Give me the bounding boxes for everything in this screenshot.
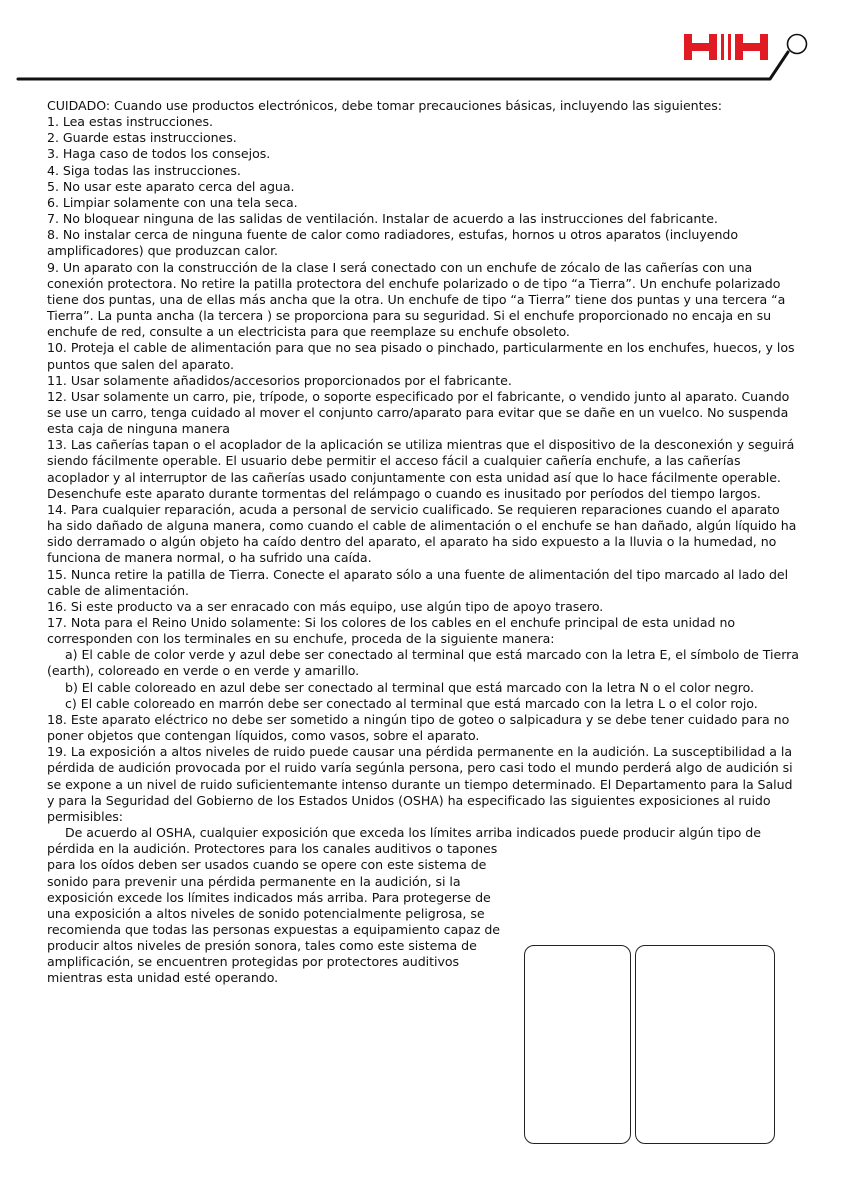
list-item: 16. Si este producto va a ser enracado con más equipo, use algún tipo de apoyo trasero. [47,598,604,614]
list-item: 15. Nunca retire la patilla de Tierra. Conecte el aparato sólo a una fuente de alimentación del tipo marcado al lado del cable de alimentación. [47,566,789,598]
list-item: 17. Nota para el Reino Unido solamente: Si los colores de los cables en el enchufe principal de esta unidad no corresponden con los terminales en su enchufe, proceda de la siguiente manera: [47,615,736,647]
list-item: 3. Haga caso de todos los consejos. [47,146,271,162]
safety-instructions [47,98,799,987]
osha-paragraph-rest: pérdida en la audición. Protectores para los canales auditivos o tapones para los oídos deben ser usados cuando se opere con este sistema de sonido para prevenir una pérdida permanente en la audición, si la exposición excede los límites indicados más arriba. Para protegerse de una exposición a altos niveles de sonido potencialmente peligrosa, se recomienda que todas las personas expuestas a equipamiento capaz de producir altos niveles de presión sonora, tales como este sistema de amplificación, se encuentren protegidas por protectores auditivos mientras esta unidad esté operando. [47,841,501,986]
list-item: 13. Las cañerías tapan o el acoplador de la aplicación se utiliza mientras que el dispositivo de la desconexión y seguirá siendo fácilmente operable. El usuario debe permitir el acceso fácil a cualquier cañería enchufe, a las cañerías acoplador y al interruptor de las cañerías usado conjuntamente con esta unidad así que lo hace fácilmente operable. Desenchufe este aparato durante tormentas del relámpago o cuando es inusitado por períodos del tiempo largos. [47,437,795,501]
exposure-table-right-box [635,945,775,1144]
list-item: 1. Lea estas instrucciones. [47,114,213,130]
list-item: 7. No bloquear ninguna de las salidas de ventilación. Instalar de acuerdo a las instrucciones del fabricante. [47,211,718,227]
list-item: 14. Para cualquier reparación, acuda a personal de servicio cualificado. Se requieren reparaciones cuando el aparato ha sido dañado de alguna manera, como cuando el cable de alimentación o el enchufe se han dañado, algún líquido ha sido derramado o algún objeto ha caído dentro del aparato, el aparato ha sido expuesto a la lluvia o la humedad, no funciona de manera normal, o ha sufrido una caída. [47,501,797,566]
list-item: 5. No usar este aparato cerca del agua. [47,178,295,194]
list-item: 19. La exposición a altos niveles de ruido puede causar una pérdida permanente en la audición. La susceptibilidad a la pérdida de audición provocada por el ruido varía segúnla persona, pero casi todo el mundo perderá algo de audición si se expone a un nivel de ruido suficientemante intenso durante un tiempo determinado. El Departamento para la Salud y para la Seguridad del Gobierno de los Estados Unidos (OSHA) ha especificado las siguientes exposiciones al ruido permisibles: [47,744,793,824]
list-item: 2. Guarde estas instrucciones. [47,130,237,146]
list-item: 8. No instalar cerca de ninguna fuente de calor como radiadores, estufas, hornos u otros aparatos (incluyendo amplificadores) que produzcan calor. [47,227,738,259]
list-item: 6. Limpiar solamente con una tela seca. [47,194,298,210]
sub-item: a) El cable de color verde y azul debe ser conectado al terminal que está marcado con la letra E, el símbolo de Tierra (earth), coloreado en verde o en verde y amarillo. [47,647,799,679]
list-item: 10. Proteja el cable de alimentación para que no sea pisado o pinchado, particularmente en los enchufes, huecos, y los puntos que salen del aparato. [47,340,795,372]
page-header [0,0,842,90]
hh-logo [684,34,778,60]
list-item: 4. Siga todas las instrucciones. [47,162,241,178]
sub-item: b) El cable coloreado en azul debe ser conectado al terminal que está marcado con la letra N o el color negro. [65,679,755,695]
list-item: 11. Usar solamente añadidos/accesorios proporcionados por el fabricante. [47,372,512,388]
exposure-table-left-box [524,945,631,1144]
intro-text: CUIDADO: Cuando use productos electrónicos, debe tomar precauciones básicas, incluyendo las siguientes: [47,98,722,113]
osha-paragraph-start: De acuerdo al OSHA, cualquier exposición que exceda los límites arriba indicados puede producir algún tipo de [65,825,761,841]
sub-item: c) El cable coloreado en marrón debe ser conectado al terminal que está marcado con la letra L o el color rojo. [65,695,758,711]
list-item: 18. Este aparato eléctrico no debe ser sometido a ningún tipo de goteo o salpicadura y se debe tener cuidado para no poner objetos que contengan líquidos, como vasos, sobre el aparato. [47,711,790,744]
list-item: 9. Un aparato con la construcción de la clase I será conectado con un enchufe de zócalo de las cañerías con una conexión protectora. No retire la patilla protectora del enchufe polarizado o de tipo “a Tierra”. Un enchufe polarizado tiene dos puntas, una de ellas más ancha que la otra. Un enchufe de tipo “a Tierra” tiene dos puntas y una tercera “a Tierra”. La punta ancha (la tercera ) se proporciona para su seguridad. Si el enchufe proporcionado no encaja en su enchufe de red, consulte a un electricista para que reemplaze su enchufe obsoleto. [47,259,786,340]
list-item: 12. Usar solamente un carro, pie, trípode, o soporte especificado por el fabricante, o vendido junto al aparato. Cuando se use un carro, tenga cuidado al mover el conjunto carro/aparato para evitar que se dañe en un vuelco. No suspenda esta caja de ninguna manera [47,388,790,437]
